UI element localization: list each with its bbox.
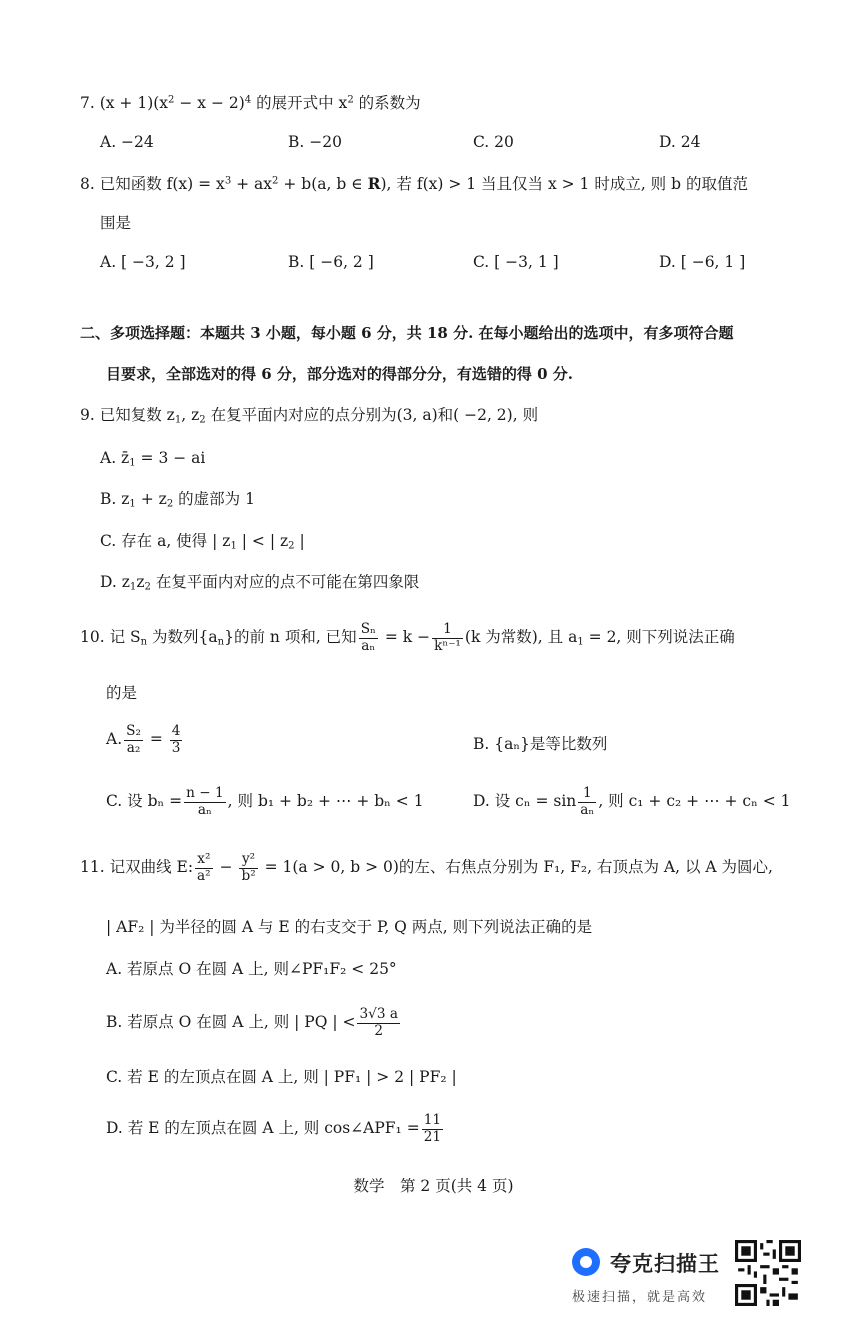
q11-option-a: A. 若原点 O 在圆 A 上, 则∠PF₁F₂ < 25° [106,960,397,978]
q7-option-c: C. 20 [473,133,514,151]
q10-option-d: D. 设 cₙ = sin $\frac{1}{\text{aₙ}}$ , 则 c₁ + c₂ + ⋯ + cₙ < 1 [473,785,791,818]
q11-option-b: B. 若原点 O 在圆 A 上, 则 | PQ | < $\frac{3√3 a}{2}$ [106,1006,398,1039]
section2-heading-line2: 目要求，全部选对的得 6 分，部分选对的得部分分，有选错的得 0 分. [106,365,573,383]
q8-option-b: B. [ −6, 2 ] [288,253,374,271]
q9-option-a: A. $z̄_1 = 3$ − ai [100,449,206,469]
q8-stem-line1: 8. 已知函数 $f(x) = x^3 + ax^2 + b(a$, b ∈ R), 若 f(x) > 1 当且仅当 x > 1 时成立, 则 b 的取值范 [80,174,748,193]
page-footer: 数学 第 2 页(共 4 页) [353,1177,514,1195]
q10-fraction-1-over-k: $\frac{1}{\text{kⁿ⁻¹}}$ [434,621,461,654]
q7-stem: 7. $(x + 1)(x^2 - x - 2)^4$ 的展开式中 $x^2$ 的系数为 [80,94,421,112]
q10-stem-line1: 10. 记 $S_n$ 为数列$\{a_n\}$的前 n 项和, 已知 $\frac{\text{Sₙ}}{\text{aₙ}}$ = k − $\frac{1}{\text{kⁿ⁻¹}}$ (k 为常数), 且 $a_1 = 2$, 则下列说法正确 [80,621,735,654]
q8-option-d: D. [ −6, 1 ] [659,253,746,271]
q10-fraction-s-over-a: $\frac{\text{Sₙ}}{\text{aₙ}}$ [360,621,376,654]
brand-name: 夸克扫描王 [610,1252,720,1276]
scanner-watermark [572,1246,732,1306]
q8-stem-line2: 围是 [100,214,132,232]
q10-stem-line2: 的是 [106,684,138,702]
q9-option-c: C. 存在 a, 使得 | $z_1$ | < | $z_2$ | [100,532,305,552]
q8-option-c: C. [ −3, 1 ] [473,253,559,271]
q9-option-d: D. $z_1z_2$ 在复平面内对应的点不可能在第四象限 [100,573,420,593]
q8-option-a: A. [ −3, 2 ] [100,253,186,271]
q10-option-c: C. 设 bₙ = $\frac{n - 1}{\text{aₙ}}$ , 则 b₁ + b₂ + ⋯ + bₙ < 1 [106,785,424,818]
q11-stem-line1: 11. 记双曲线 E: $\frac{\text{x²}}{\text{a²}}$ − $\frac{\text{y²}}{\text{b²}}$ = 1(a > 0, b > 0)的左、右焦点分别为 F₁, F₂, 右顶点为 A, 以 A 为圆心, [80,851,773,884]
qr-code-icon [735,1240,801,1306]
q11-stem-line2: | AF₂ | 为半径的圆 A 与 E 的右支交于 P, Q 两点, 则下列说法正确的是 [106,918,593,936]
q9-stem: 9. 已知复数 $z_1$, $z_2$ 在复平面内对应的点分别为(3, a)和( −2, 2), 则 [80,406,539,426]
q7-option-b: B. −20 [288,133,342,151]
brand-slogan: 极速扫描，就是高效 [572,1290,708,1305]
section2-heading-line1: 二、多项选择题：本题共 3 小题，每小题 6 分，共 18 分. 在每小题给出的选项中，有多项符合题 [80,324,734,342]
q11-option-d: D. 若 E 的左顶点在圆 A 上, 则 cos∠APF₁ = $\frac{11}{21}$ [106,1112,442,1145]
q7-option-d: D. 24 [659,133,701,151]
q7-option-a: A. −24 [100,133,154,151]
quark-logo-icon [572,1248,600,1276]
q9-option-b: B. $z_1 + z_2$ 的虚部为 1 [100,490,255,510]
q10-option-a: A. $\frac{\text{S₂}}{\text{a₂}}$ = $\frac{4}{3}$ [106,723,181,756]
q11-option-c: C. 若 E 的左顶点在圆 A 上, 则 | PF₁ | > 2 | PF₂ | [106,1068,457,1086]
q10-option-b: B. {aₙ}是等比数列 [473,735,608,753]
